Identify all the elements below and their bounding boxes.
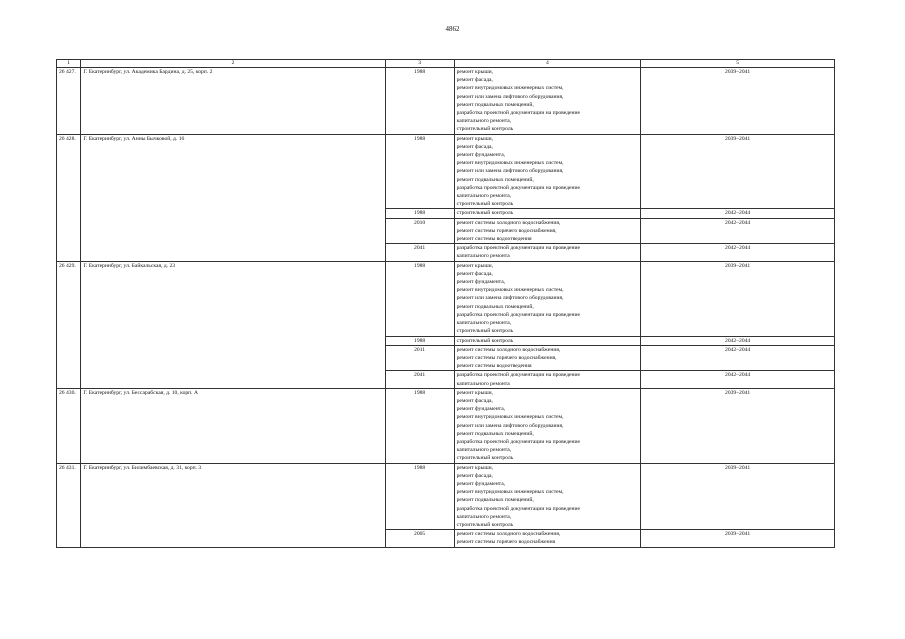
build-year: 2011 <box>385 345 454 371</box>
build-year: 2010 <box>385 218 454 244</box>
works-list: ремонт крыши, ремонт фасада, ремонт фундамента, ремонт внутридомовых инженерных систем, ремонт или замена лифтового оборудования, ремонт подвальных помещений, разработка проектной документации на проведение капитального ремонта, строительный контроль <box>454 261 641 336</box>
page-number: 4862 <box>445 25 460 33</box>
column-header: 4 <box>454 60 641 68</box>
repair-period: 2039–2041 <box>641 134 835 209</box>
repair-period: 2039–2041 <box>641 530 835 547</box>
address: Г. Екатеринбург, ул. Байкальская, д. 23 <box>81 261 385 388</box>
row-number: 26 429. <box>57 261 81 388</box>
row-number: 26 431. <box>57 463 81 547</box>
works-list: разработка проектной документации на проведение капитального ремонта <box>454 244 641 261</box>
address: Г. Екатеринбург, ул. Билимбаевская, д. 31, корп. 3 <box>81 463 385 547</box>
repair-period: 2039–2041 <box>641 68 835 135</box>
repair-schedule-table <box>56 59 835 548</box>
build-year: 1988 <box>385 336 454 345</box>
build-year: 1988 <box>385 134 454 209</box>
row-number: 26 430. <box>57 388 81 463</box>
works-list: ремонт системы холодного водоснабжения, ремонт системы горячего водоснабжения, ремонт системы водоотведения <box>454 218 641 244</box>
table-row <box>57 134 835 209</box>
repair-period: 2042–2044 <box>641 371 835 388</box>
works-list: ремонт системы холодного водоснабжения, ремонт системы горячего водоснабжения <box>454 530 641 547</box>
build-year: 2041 <box>385 244 454 261</box>
column-header: 3 <box>385 60 454 68</box>
column-header: 5 <box>641 60 835 68</box>
address: Г. Екатеринбург, ул. Анны Бычковой, д. 16 <box>81 134 385 261</box>
repair-period: 2042–2044 <box>641 244 835 261</box>
works-list: ремонт крыши, ремонт фасада, ремонт фундамента, ремонт внутридомовых инженерных систем, ремонт подвальных помещений, разработка проектной документации на проведение капитального ремонта, строительный контроль <box>454 463 641 530</box>
table-row <box>57 68 835 135</box>
column-header: 2 <box>81 60 385 68</box>
table-body <box>57 60 835 548</box>
repair-period: 2042–2044 <box>641 209 835 218</box>
works-list: строительный контроль <box>454 209 641 218</box>
build-year: 2005 <box>385 530 454 547</box>
repair-period: 2039–2041 <box>641 388 835 463</box>
repair-period: 2042–2044 <box>641 336 835 345</box>
works-list: строительный контроль <box>454 336 641 345</box>
works-list: ремонт крыши, ремонт фасада, ремонт внутридомовых инженерных систем, ремонт или замена лифтового оборудования, ремонт подвальных помещений, разработка проектной документации на проведение капитального ремонта, строительный контроль <box>454 68 641 135</box>
repair-period: 2039–2041 <box>641 261 835 336</box>
works-list: ремонт крыши, ремонт фасада, ремонт фундамента, ремонт внутридомовых инженерных систем, ремонт или замена лифтового оборудования, ремонт подвальных помещений, разработка проектной документации на проведение капитального ремонта, строительный контроль <box>454 134 641 209</box>
repair-period: 2042–2044 <box>641 345 835 371</box>
works-list: ремонт крыши, ремонт фасада, ремонт фундамента, ремонт внутридомовых инженерных систем, ремонт или замена лифтового оборудования, ремонт подвальных помещений, разработка проектной документации на проведение капитального ремонта, строительный контроль <box>454 388 641 463</box>
works-list: ремонт системы холодного водоснабжения, ремонт системы горячего водоснабжения, ремонт системы водоотведения <box>454 345 641 371</box>
repair-period: 2039–2041 <box>641 463 835 530</box>
build-year: 1988 <box>385 388 454 463</box>
address: Г. Екатеринбург, ул. Академика Бардина, д. 25, корп. 2 <box>81 68 385 135</box>
row-number: 26 428. <box>57 134 81 261</box>
row-number: 26 427. <box>57 68 81 135</box>
build-year: 1988 <box>385 261 454 336</box>
build-year: 1988 <box>385 463 454 530</box>
table-row <box>57 261 835 336</box>
build-year: 1988 <box>385 209 454 218</box>
table-row <box>57 388 835 463</box>
build-year: 2041 <box>385 371 454 388</box>
table-row <box>57 463 835 530</box>
address: Г. Екатеринбург, ул. Бессарабская, д. 10, корп. А <box>81 388 385 463</box>
works-list: разработка проектной документации на проведение капитального ремонта <box>454 371 641 388</box>
repair-period: 2042–2044 <box>641 218 835 244</box>
column-numbers-row <box>57 60 835 68</box>
build-year: 1988 <box>385 68 454 135</box>
column-header: 1 <box>57 60 81 68</box>
